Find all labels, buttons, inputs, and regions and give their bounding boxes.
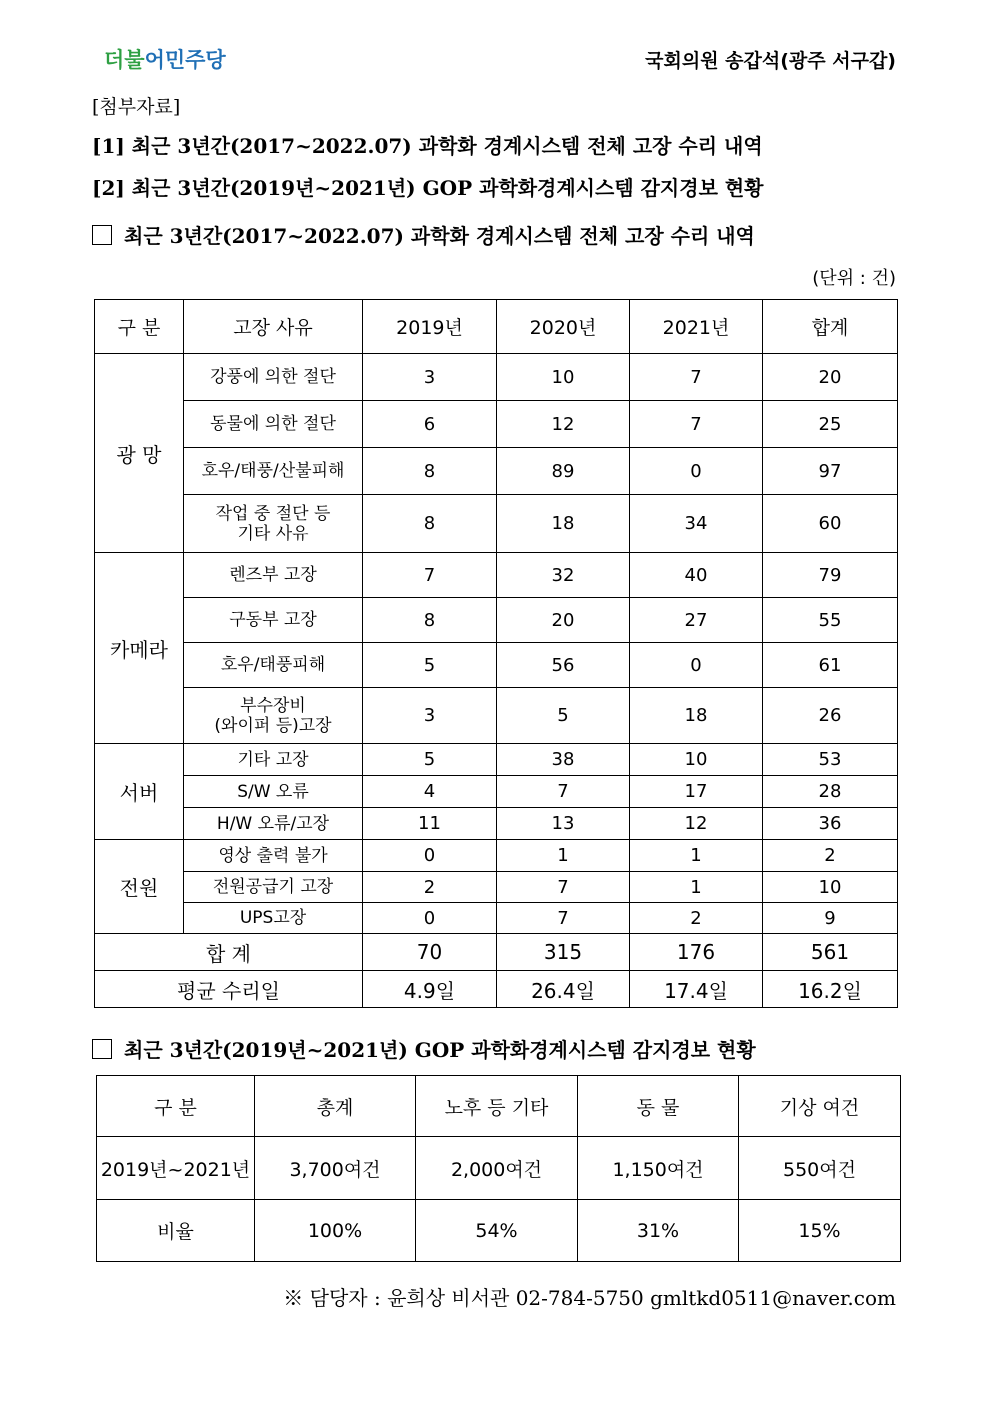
value-2019: 8: [363, 448, 497, 495]
value-2020: 56: [497, 643, 630, 688]
value-total: 53: [763, 744, 898, 776]
table-row: [95, 808, 898, 840]
logo-text: [104, 48, 226, 72]
column-header: 기상 여건: [739, 1076, 901, 1137]
column-header: 구 분: [95, 300, 184, 354]
value-cell: 3,700여건: [255, 1137, 416, 1200]
row-label: 2019년~2021년: [97, 1137, 255, 1200]
attachment-item-1: [1] 최근 3년간(2017~2022.07) 과학화 경계시스템 전체 고장 수리 내역: [92, 134, 763, 158]
value-cell: 100%: [255, 1200, 416, 1262]
value-total: 20: [763, 354, 898, 401]
table-row: [97, 1137, 901, 1200]
category-cell: 광 망: [95, 354, 184, 553]
value-2021: 12: [630, 808, 763, 840]
value-2019: 7: [363, 553, 497, 598]
value-2020: 32: [497, 553, 630, 598]
avg-row-v2021: 17.4일: [630, 971, 763, 1008]
table-row: [95, 495, 898, 553]
total-row-v2021: 176: [630, 934, 763, 971]
column-header: 구 분: [97, 1076, 255, 1137]
value-cell: 550여건: [739, 1137, 901, 1200]
value-total: 26: [763, 688, 898, 744]
category-cell: 서버: [95, 744, 184, 840]
value-2019: 3: [363, 688, 497, 744]
row-label: 비율: [97, 1200, 255, 1262]
contact-info: ※ 담당자 : 윤희상 비서관 02-784-5750 gmltkd0511@naver.com: [283, 1286, 896, 1310]
reason-cell: S/W 오류: [184, 776, 363, 808]
office-name: 국회의원 송갑석(광주 서구갑): [645, 50, 896, 72]
value-total: 97: [763, 448, 898, 495]
total-row-total: 561: [763, 934, 898, 971]
table-row: [95, 688, 898, 744]
repair-table: [94, 299, 898, 1008]
header-row: [97, 1076, 901, 1137]
section2-heading: [92, 1034, 756, 1063]
value-2019: 4: [363, 776, 497, 808]
avg-row: [95, 971, 898, 1008]
category-cell: 전원: [95, 840, 184, 934]
section1-title: 최근 3년간(2017~2022.07) 과학화 경계시스템 전체 고장 수리 내역: [124, 224, 755, 248]
value-2021: 27: [630, 598, 763, 643]
value-2020: 12: [497, 401, 630, 448]
alarm-table: [96, 1075, 901, 1262]
reason-cell: UPS고장: [184, 903, 363, 934]
reason-cell: 강풍에 의한 절단: [184, 354, 363, 401]
value-total: 36: [763, 808, 898, 840]
value-2021: 40: [630, 553, 763, 598]
value-2019: 6: [363, 401, 497, 448]
table-row: [95, 744, 898, 776]
value-2019: 0: [363, 903, 497, 934]
attachment-label: [첨부자료]: [92, 96, 181, 118]
table-row: [95, 776, 898, 808]
reason-cell: 영상 출력 불가: [184, 840, 363, 872]
avg-row-v2020: 26.4일: [497, 971, 630, 1008]
table-row: [95, 872, 898, 903]
section2-title: 최근 3년간(2019년~2021년) GOP 과학화경계시스템 감지경보 현황: [124, 1038, 756, 1062]
column-header: 노후 등 기타: [416, 1076, 578, 1137]
value-total: 10: [763, 872, 898, 903]
value-total: 9: [763, 903, 898, 934]
checkbox-square-icon: [92, 225, 112, 245]
value-2019: 5: [363, 643, 497, 688]
checkbox-square-icon: [92, 1039, 112, 1059]
value-total: 55: [763, 598, 898, 643]
value-2021: 7: [630, 354, 763, 401]
table-row: [95, 448, 898, 495]
category-cell: 카메라: [95, 553, 184, 744]
value-2021: 34: [630, 495, 763, 553]
value-2019: 5: [363, 744, 497, 776]
value-2019: 8: [363, 495, 497, 553]
table-row: [95, 903, 898, 934]
value-2019: 0: [363, 840, 497, 872]
column-header: 2021년: [630, 300, 763, 354]
value-2020: 38: [497, 744, 630, 776]
value-2021: 10: [630, 744, 763, 776]
total-row-v2019: 70: [363, 934, 497, 971]
value-2020: 20: [497, 598, 630, 643]
value-2021: 2: [630, 903, 763, 934]
value-2019: 3: [363, 354, 497, 401]
column-header: 2020년: [497, 300, 630, 354]
avg-row-total: 16.2일: [763, 971, 898, 1008]
value-cell: 1,150여건: [578, 1137, 739, 1200]
attachment-item-2: [2] 최근 3년간(2019년~2021년) GOP 과학화경계시스템 감지경보 현황: [92, 176, 764, 200]
value-2020: 7: [497, 776, 630, 808]
table-row: [95, 354, 898, 401]
value-2020: 5: [497, 688, 630, 744]
section1-heading: [92, 220, 755, 249]
value-2020: 89: [497, 448, 630, 495]
value-total: 25: [763, 401, 898, 448]
total-row-v2020: 315: [497, 934, 630, 971]
column-header: 동 물: [578, 1076, 739, 1137]
reason-cell: 호우/태풍피해: [184, 643, 363, 688]
repair-table-body: [95, 300, 898, 1008]
value-2019: 2: [363, 872, 497, 903]
reason-cell: 기타 고장: [184, 744, 363, 776]
value-cell: 31%: [578, 1200, 739, 1262]
column-header: 2019년: [363, 300, 497, 354]
total-row: [95, 934, 898, 971]
value-2021: 18: [630, 688, 763, 744]
reason-cell: 전원공급기 고장: [184, 872, 363, 903]
value-cell: 54%: [416, 1200, 578, 1262]
avg-row-v2019: 4.9일: [363, 971, 497, 1008]
table-row: [95, 401, 898, 448]
reason-cell: 작업 중 절단 등 기타 사유: [184, 495, 363, 553]
value-2020: 18: [497, 495, 630, 553]
table-row: [95, 598, 898, 643]
value-total: 79: [763, 553, 898, 598]
value-2019: 11: [363, 808, 497, 840]
reason-cell: 부수장비 (와이퍼 등)고장: [184, 688, 363, 744]
value-total: 2: [763, 840, 898, 872]
value-total: 60: [763, 495, 898, 553]
value-2021: 1: [630, 872, 763, 903]
header-row: [95, 300, 898, 354]
logo-part: 어민주당: [144, 48, 226, 72]
unit-label: (단위 : 건): [812, 268, 896, 289]
alarm-table-body: [97, 1076, 901, 1262]
reason-cell: 렌즈부 고장: [184, 553, 363, 598]
value-2020: 1: [497, 840, 630, 872]
value-2019: 8: [363, 598, 497, 643]
value-2020: 7: [497, 903, 630, 934]
column-header: 총계: [255, 1076, 416, 1137]
value-cell: 2,000여건: [416, 1137, 578, 1200]
value-cell: 15%: [739, 1200, 901, 1262]
logo-part: 더불: [104, 48, 145, 72]
reason-cell: 구동부 고장: [184, 598, 363, 643]
reason-cell: 동물에 의한 절단: [184, 401, 363, 448]
table-row: [97, 1200, 901, 1262]
value-2021: 7: [630, 401, 763, 448]
party-logo: [104, 44, 226, 74]
value-2021: 0: [630, 643, 763, 688]
table-row: [95, 553, 898, 598]
table-row: [95, 643, 898, 688]
avg-row-label: 평균 수리일: [95, 971, 363, 1008]
value-2021: 0: [630, 448, 763, 495]
value-2021: 1: [630, 840, 763, 872]
value-2021: 17: [630, 776, 763, 808]
value-2020: 13: [497, 808, 630, 840]
table-row: [95, 840, 898, 872]
value-2020: 7: [497, 872, 630, 903]
value-total: 61: [763, 643, 898, 688]
total-row-label: 합 계: [95, 934, 363, 971]
column-header: 고장 사유: [184, 300, 363, 354]
value-2020: 10: [497, 354, 630, 401]
column-header: 합계: [763, 300, 898, 354]
reason-cell: H/W 오류/고장: [184, 808, 363, 840]
value-total: 28: [763, 776, 898, 808]
reason-cell: 호우/태풍/산불피해: [184, 448, 363, 495]
